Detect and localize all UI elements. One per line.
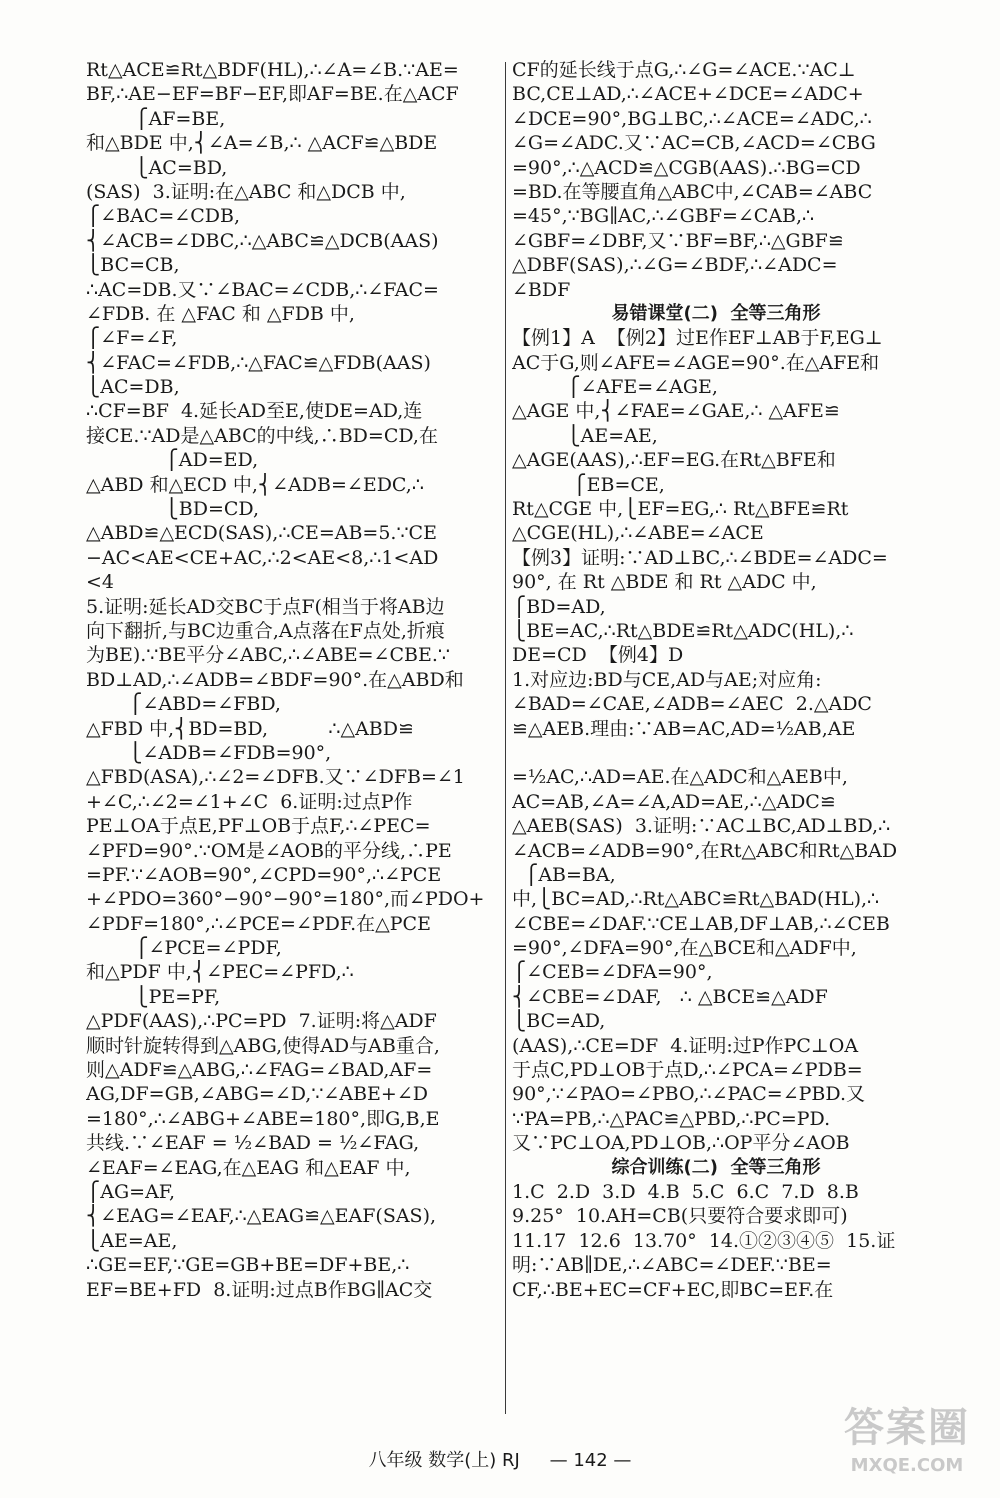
text-line: 【例3】证明:∵AD⊥BC,∴∠BDE=∠ADC= bbox=[512, 546, 888, 569]
text-line: △AEB(SAS) 3.证明:∵AC⊥BC,AD⊥BD,∴ bbox=[512, 815, 891, 838]
watermark-logo-text: 答案圈 bbox=[844, 1405, 970, 1451]
text-line: AG,DF=GB,∠ABG=∠D,∵∠ABE+∠D bbox=[86, 1083, 428, 1106]
text-line: =PF.∵∠AOB=90°,∠CPD=90°,∴∠PCE bbox=[86, 863, 442, 886]
text-line: 90°,∵∠PAO=∠PBO,∴∠PAC=∠PBD.又 bbox=[512, 1083, 865, 1106]
text-line: 于点C,PD⊥OB于点D,∴∠PCA=∠PDB= bbox=[512, 1059, 863, 1082]
text-line: 5.证明:延长AD交BC于点F(相当于将AB边 bbox=[86, 595, 445, 618]
text-line: ⎩PE=PF, bbox=[86, 985, 221, 1008]
text-line: CF的延长线于点G,∴∠G=∠ACE.∵AC⊥ bbox=[512, 59, 856, 81]
text-line: 1.C 2.D 3.D 4.B 5.C 6.C 7.D 8.B bbox=[512, 1180, 859, 1203]
right-column bbox=[512, 58, 920, 1302]
text-line: ∠EAF=∠EAG,在△EAG 和△EAF 中, bbox=[86, 1156, 411, 1179]
text-line: ⎩AE=AE, bbox=[512, 424, 658, 447]
text-line: △ABD≌△ECD(SAS),∴CE=AB=5.∵CE bbox=[86, 522, 437, 545]
text-line: ∠PFD=90°.∵OM是∠AOB的平分线,∴PE bbox=[86, 839, 452, 862]
text-line: ⎧AF=BE, bbox=[86, 107, 226, 130]
text-line: ⎧∠PCE=∠PDF, bbox=[86, 937, 282, 960]
text-line: △FBD 中,⎨BD=BD, ∴△ABD≌ bbox=[86, 717, 414, 740]
text-line: 共线.∵∠EAF = ½∠BAD = ½∠FAG, bbox=[86, 1132, 420, 1155]
text-line: Rt△ACE≌Rt△BDF(HL),∴∠A=∠B.∵AE= bbox=[86, 59, 459, 81]
text-line: EF=BE+FD 8.证明:过点B作BG∥AC交 bbox=[86, 1278, 433, 1301]
text-line: 9.25° 10.AH=CB(只要符合要求即可) bbox=[512, 1205, 848, 1228]
text-line: ∵PA=PB,∴△PAC≌△PBD,∴PC=PD. bbox=[512, 1107, 831, 1130]
text-line: ∴AC=DB.又∵∠BAC=∠CDB,∴∠FAC= bbox=[86, 278, 439, 301]
text-line: △PDF(AAS),∴PC=PD 7.证明:将△ADF bbox=[86, 1010, 437, 1033]
text-line: ∠DCE=90°,BG⊥BC,∴∠ACE=∠ADC,∴ bbox=[512, 107, 872, 130]
text-line: CF,∴BE+EC=CF+EC,即BC=EF.在 bbox=[512, 1278, 834, 1301]
text-line: ⎧∠BAC=∠CDB, bbox=[86, 205, 241, 228]
text-line: =45°,∵BG∥AC,∴∠GBF=∠CAB,∴ bbox=[512, 205, 815, 228]
text-line: ⎩BC=AD, bbox=[512, 1010, 606, 1033]
text-line: −AC<AE<CE+AC,∴2<AE<8,∴1<AD bbox=[86, 546, 439, 569]
text-line: ⎩AC=BD, bbox=[86, 156, 228, 179]
text-line: ⎩BD=CD, bbox=[86, 498, 260, 521]
text-line: ⎨∠FAC=∠FDB,∴△FAC≌△FDB(AAS) bbox=[86, 351, 431, 374]
text-line: DE=CD 【例4】D bbox=[512, 644, 684, 667]
text-line: 明:∵AB∥DE,∴∠ABC=∠DEF.∵BE= bbox=[512, 1254, 832, 1277]
text-line: ⎧∠F=∠F, bbox=[86, 327, 178, 350]
text-line: ⎨∠ACB=∠DBC,∴△ABC≌△DCB(AAS) bbox=[86, 229, 439, 252]
column-divider bbox=[505, 62, 506, 1414]
text-line: ⎨∠EAG=∠EAF,∴△EAG≌△EAF(SAS), bbox=[86, 1205, 437, 1228]
text-line: PE⊥OA于点E,PF⊥OB于点F,∴∠PEC= bbox=[86, 815, 431, 838]
watermark-url: MXQE.COM bbox=[850, 1455, 964, 1476]
text-line: △FBD(ASA),∴∠2=∠DFB.又∵∠DFB=∠1 bbox=[86, 766, 465, 789]
text-line: ∠ACB=∠ADB=90°,在Rt△ABC和Rt△BAD bbox=[512, 839, 898, 862]
text-line: ∴GE=EF,∵GE=GB+BE=DF+BE,∴ bbox=[86, 1254, 410, 1277]
text-line: 中,⎩BC=AD,∴Rt△ABC≌Rt△BAD(HL),∴ bbox=[512, 888, 880, 911]
text-line: =BD.在等腰直角△ABC中,∠CAB=∠ABC bbox=[512, 180, 873, 203]
text-line: ⎧∠CEB=∠DFA=90°, bbox=[512, 961, 713, 984]
text-line: <4 bbox=[86, 571, 115, 594]
text-line: ⎧EB=CE, bbox=[512, 473, 665, 496]
text-line: +∠PDO=360°−90°−90°=180°,而∠PDO+ bbox=[86, 888, 485, 911]
text-line: 接CE.∵AD是△ABC的中线,∴BD=CD,在 bbox=[86, 424, 438, 447]
text-line: △ABD 和△ECD 中,⎨∠ADB=∠EDC,∴ bbox=[86, 473, 424, 496]
text-line: 90°, 在 Rt △BDE 和 Rt △ADC 中, bbox=[512, 571, 817, 594]
text-line: Rt△CGE 中,⎩EF=EG,∴ Rt△BFE≌Rt bbox=[512, 498, 849, 521]
section-heading: 易错课堂(二) 全等三角形 bbox=[611, 302, 821, 324]
text-line: △AGE(AAS),∴EF=EG.在Rt△BFE和 bbox=[512, 449, 836, 472]
text-line: =½AC,∴AD=AE.在△ADC和△AEB中, bbox=[512, 766, 848, 789]
text-line: (SAS) 3.证明:在△ABC 和△DCB 中, bbox=[86, 180, 406, 203]
text-line: +∠C,∴∠2=∠1+∠C 6.证明:过点P作 bbox=[86, 790, 413, 813]
text-line: ∠PDF=180°,∴∠PCE=∠PDF.在△PCE bbox=[86, 912, 431, 935]
text-line: 1.对应边:BD与CE,AD与AE;对应角: bbox=[512, 668, 822, 691]
text-line: 【例1】A 【例2】过E作EF⊥AB于F,EG⊥ bbox=[512, 327, 883, 350]
text-line: ⎧BD=AD, bbox=[512, 595, 606, 618]
text-line: ⎩∠ADB=∠FDB=90°, bbox=[86, 741, 332, 764]
book-title: 八年级 数学(上) RJ bbox=[368, 1450, 520, 1471]
text-line: BC,CE⊥AD,∴∠ACE+∠DCE=∠ADC+ bbox=[512, 83, 864, 106]
text-line: 则△ADF≌△ABG,∴∠FAG=∠BAD,AF= bbox=[86, 1059, 433, 1082]
watermark-logo bbox=[822, 1402, 992, 1494]
text-line: ≌△AEB.理由:∵AB=AC,AD=½AB,AE bbox=[512, 717, 856, 740]
text-line: ∠GBF=∠DBF,又∵BF=BF,∴△GBF≌ bbox=[512, 229, 844, 252]
text-line bbox=[512, 741, 920, 765]
text-line: =90°,∴△ACD≌△CGB(AAS).∴BG=CD bbox=[512, 156, 861, 179]
text-line: △AGE 中,⎨∠FAE=∠GAE,∴ △AFE≌ bbox=[512, 400, 840, 423]
text-line: (AAS),∴CE=DF 4.证明:过P作PC⊥OA bbox=[512, 1034, 859, 1057]
text-line: ⎩BE=AC,∴Rt△BDE≌Rt△ADC(HL),∴ bbox=[512, 619, 854, 642]
text-line: 和△BDE 中,⎨∠A=∠B,∴ △ACF≌△BDE bbox=[86, 132, 438, 155]
text-line: △CGE(HL),∴∠ABE=∠ACE bbox=[512, 522, 764, 545]
text-line: 和△PDF 中,⎨∠PEC=∠PFD,∴ bbox=[86, 961, 354, 984]
text-line: AC=AB,∠A=∠A,AD=AE,∴△ADC≌ bbox=[512, 790, 836, 813]
text-line: ∠BDF bbox=[512, 278, 571, 301]
text-line: BF,∴AE−EF=BF−EF,即AF=BE.在△ACF bbox=[86, 83, 459, 106]
text-line: =90°,∠DFA=90°,在△BCE和△ADF中, bbox=[512, 937, 857, 960]
text-line: 11.17 12.6 13.70° 14.①②③④⑤ 15.证 bbox=[512, 1229, 896, 1252]
text-line: =180°,∴∠ABG+∠ABE=180°,即G,B,E bbox=[86, 1107, 440, 1130]
text-line: ∴CF=BF 4.延长AD至E,使DE=AD,连 bbox=[86, 400, 423, 423]
text-line: ⎧∠AFE=∠AGE, bbox=[512, 376, 718, 399]
text-line: ∠G=∠ADC.又∵AC=CB,∠ACD=∠CBG bbox=[512, 132, 876, 155]
text-line: 为BE).∵BE平分∠ABC,∴∠ABE=∠CBE.∵ bbox=[86, 644, 450, 667]
text-line: ∠CBE=∠DAF.∵CE⊥AB,DF⊥AB,∴∠CEB bbox=[512, 912, 890, 935]
text-line: ⎧∠ABD=∠FBD, bbox=[86, 693, 281, 716]
text-line: ⎩BC=CB, bbox=[86, 254, 180, 277]
left-column bbox=[86, 58, 496, 1302]
section-heading: 综合训练(二) 全等三角形 bbox=[611, 1156, 821, 1178]
text-line: △DBF(SAS),∴∠G=∠BDF,∴∠ADC= bbox=[512, 254, 838, 277]
text-line: ⎧AD=ED, bbox=[86, 449, 259, 472]
page-number: — 142 — bbox=[549, 1450, 632, 1471]
text-line: ∠BAD=∠CAE,∠ADB=∠AEC 2.△ADC bbox=[512, 693, 872, 716]
text-line: BD⊥AD,∴∠ADB=∠BDF=90°.在△ABD和 bbox=[86, 668, 464, 691]
text-line: 又∵PC⊥OA,PD⊥OB,∴OP平分∠AOB bbox=[512, 1132, 850, 1155]
text-line: 顺时针旋转得到△ABG,使得AD与AB重合, bbox=[86, 1034, 440, 1057]
text-line: ⎩AC=DB, bbox=[86, 376, 180, 399]
text-line: ∠FDB. 在 △FAC 和 △FDB 中, bbox=[86, 302, 355, 325]
text-line: 向下翻折,与BC边重合,A点落在F点处,折痕 bbox=[86, 619, 445, 642]
text-line: ⎩AE=AE, bbox=[86, 1229, 178, 1252]
text-line: ⎧AG=AF, bbox=[86, 1180, 176, 1203]
text-line: ⎨∠CBE=∠DAF, ∴ △BCE≌△ADF bbox=[512, 985, 828, 1008]
text-line: ⎧AB=BA, bbox=[512, 863, 616, 886]
text-line: AC于G,则∠AFE=∠AGE=90°.在△AFE和 bbox=[512, 351, 880, 374]
